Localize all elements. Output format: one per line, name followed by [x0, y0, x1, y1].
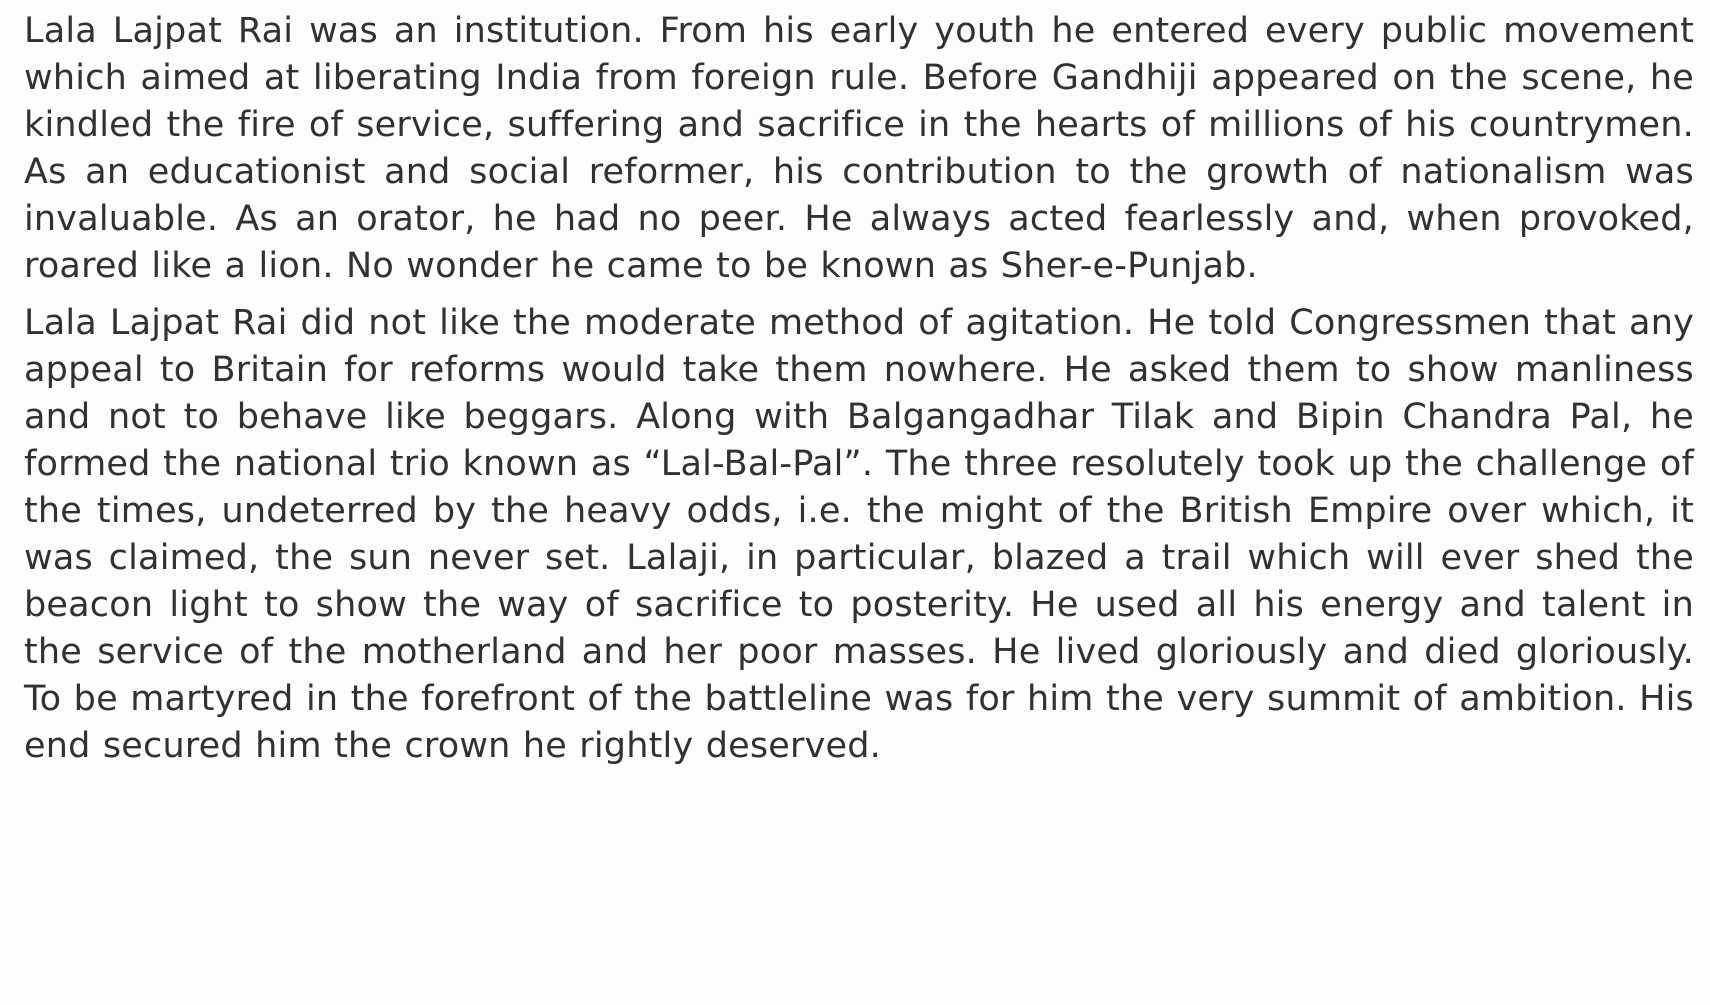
paragraph-1: Lala Lajpat Rai was an institution. From his early youth he entered every public movement which aimed at liberating India from foreign rule. Before Gandhiji appeared on the scene, he kindled the fire of service, suffering and sacrifice in the hearts of millions of his countrymen. As an educationist and social reformer, his contribution to the growth of nationalism was invaluable. As an orator, he had no peer. He always acted fearlessly and, when provoked, roared like a lion. No wonder he came to be known as Sher-e-Punjab.: [24, 11, 1694, 286]
paragraph-2: Lala Lajpat Rai did not like the moderate method of agitation. He told Congressmen that any appeal to Britain for reforms would take them nowhere. He asked them to show manliness and not to behave like beggars. Along with Balgangadhar Tilak and Bipin Chandra Pal, he formed the national trio known as “Lal-Bal-Pal”. The three resolutely took up the challenge of the times, undeterred by the heavy odds, i.e. the might of the British Empire over which, it was claimed, the sun never set. Lalaji, in particular, blazed a trail which will ever shed the beacon light to show the way of sacrifice to posterity. He used all his energy and talent in the service of the motherland and her poor masses. He lived gloriously and died gloriously. To be martyred in the forefront of the battleline was for him the very summit of ambition. His end secured him the crown he rightly deserved.: [24, 303, 1694, 766]
document-text-body: [24, 8, 1694, 770]
